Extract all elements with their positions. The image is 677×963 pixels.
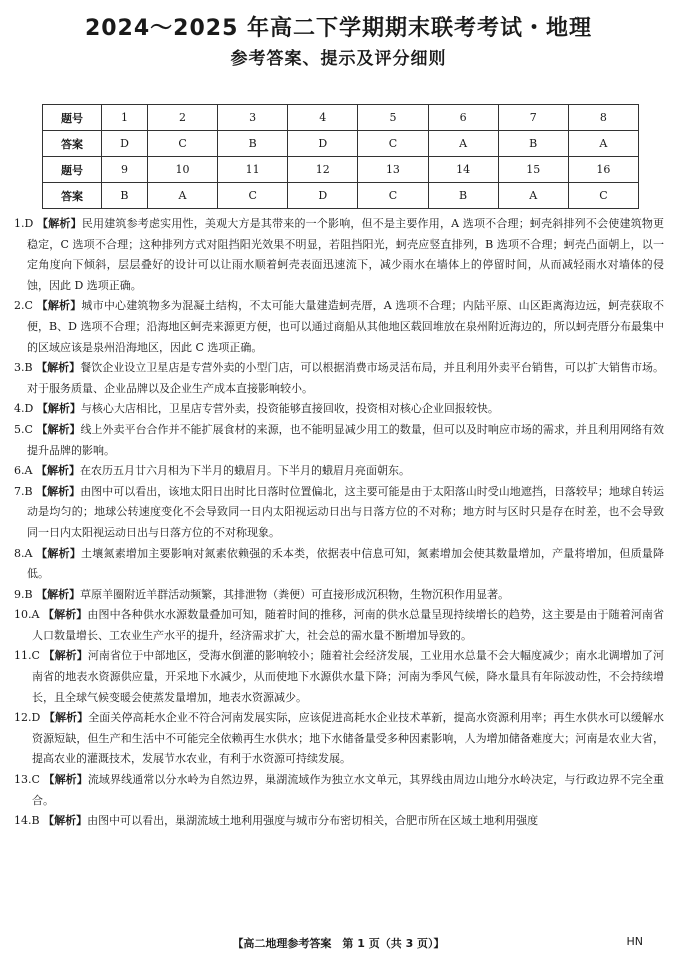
question-answer: 1.D: [14, 217, 34, 230]
answer-table-cell: 3: [218, 105, 288, 131]
explanation-text: 流域界线通常以分水岭为自然边界，巢湖流域作为独立水文单元，其界线由周边山地分水岭决定，与行政边界不完全重合。: [32, 773, 665, 807]
explanation-item: [14, 358, 664, 399]
answer-table-cell: A: [568, 131, 638, 157]
explanation-text: 土壤氮素增加主要影响对氮素依赖强的禾本类，依据表中信息可知，氮素增加会使其数量增加，产量将增加，但质量降低。: [27, 546, 665, 581]
explanation-item: [14, 296, 664, 358]
question-answer: 8.A: [14, 546, 33, 560]
analysis-tag: 【解析】: [36, 299, 82, 313]
answer-table-cell: B: [428, 183, 498, 209]
answer-table-cell: B: [218, 131, 288, 157]
analysis-tag: 【解析】: [36, 546, 82, 560]
answer-table-cell: 7: [498, 105, 568, 131]
answer-table-row-label: 答案: [43, 131, 102, 157]
answer-table-cell: D: [288, 183, 358, 209]
question-answer: 11.C: [14, 649, 40, 663]
question-answer: 9.B: [14, 587, 33, 601]
question-answer: 6.A: [14, 464, 33, 478]
explanation-item: [14, 482, 664, 544]
answer-table-cell: 16: [568, 157, 638, 183]
explanation-text: 线上外卖平台合作并不能扩展食材的来源，也不能明显减少用工的数量，但可以及时响应市场的需求，并且利用网络有效提升品牌的影响。: [27, 422, 665, 457]
answer-table-cell: 1: [102, 105, 148, 131]
answer-table-cell: 10: [147, 157, 217, 183]
analysis-tag: 【解析】: [43, 711, 89, 725]
explanation-item: [14, 811, 664, 832]
page-footer: [0, 935, 677, 955]
analysis-tag: 【解析】: [36, 587, 81, 601]
analysis-tag: 【解析】: [43, 649, 88, 663]
answer-table-cell: 2: [147, 105, 217, 131]
question-answer: 4.D: [14, 402, 34, 416]
analysis-tag: 【解析】: [43, 608, 88, 622]
analysis-tag: 【解析】: [36, 361, 81, 375]
footer-region-code: HN: [626, 935, 643, 948]
analysis-tag: 【解析】: [35, 464, 80, 478]
page-title: 2024～2025 年高二下学期期末联考考试・地理: [84, 16, 593, 41]
answer-table-row: [43, 183, 639, 209]
explanation-item: [14, 708, 664, 770]
answer-table-cell: B: [498, 131, 568, 157]
explanation-item: [14, 605, 664, 646]
explanation-text: 餐饮企业设立卫星店是专营外卖的小型门店，可以根据消费市场灵活布局，并且利用外卖平台销售，可以扩大销售市场。对于服务质量、企业品牌以及企业生产成本直接影响较小。: [27, 361, 665, 395]
answer-table-cell: 11: [218, 157, 288, 183]
answer-table-cell: C: [218, 183, 288, 209]
explanation-text: 由图中可以看出，该地太阳日出时比日落时位置偏北，这主要可能是由于太阳落山时受山地遮挡，日落较早；地球自转运动是均匀的；地球公转速度变化不会导致同一日内太阳视运动日出与日落方位的不对称；地方时与区时只是存在时差，也不会导致同一日内太阳视运动日出与日落方位的不对称现象。: [27, 484, 665, 539]
question-answer: 10.A: [14, 608, 40, 622]
explanation-text: 由图中各种供水水源数量叠加可知，随着时间的推移，河南的供水总量呈现持续增长的趋势，这主要是由于随着河南省人口数量增长、工农业生产水平的提升，经济需求扩大，社会总的需水量不断增加导致的。: [32, 608, 665, 642]
explanation-item: [14, 461, 664, 482]
explanations-list: [14, 214, 664, 832]
question-answer: 7.B: [14, 484, 33, 498]
explanation-item: [14, 585, 664, 606]
explanation-item: [14, 399, 664, 420]
analysis-tag: 【解析】: [37, 217, 82, 230]
answer-table-cell: C: [358, 131, 428, 157]
answer-table-cell: A: [498, 183, 568, 209]
answer-table-cell: A: [428, 131, 498, 157]
question-answer: 2.C: [14, 299, 33, 313]
explanation-text: 全面关停高耗水企业不符合河南发展实际，应该促进高耗水企业技术革新，提高水资源利用率；再生水供水可以缓解水资源短缺，但生产和生活中不可能完全依赖再生水供水；地下水储备量受多种因素影响，人为增加储备难度大；河南是农业大省，提高农业的灌溉技术，发展节水农业，有利于水资源可持续发展。: [32, 711, 665, 766]
answer-table-cell: 13: [358, 157, 428, 183]
answer-table-cell: D: [288, 131, 358, 157]
explanation-text: 民用建筑参考虑实用性，美观大方是其带来的一个影响，但不是主要作用，A 选项不合理；蚵壳斜排列不会使建筑物更稳定，C 选项不合理；这种排列方式对阻挡阳光效果不明显，若阻挡阳光，蚵壳应竖直排列，B 选项不合理；蚵壳凸面朝上，以一定角度向下倾斜，层层叠好的设计可以让雨水顺着蚵壳表面迅速流下，减少雨水在墙体上的停留时间，从而减轻雨水对墙体的侵蚀，因此 D 选项正确。: [27, 217, 665, 292]
answer-table-row: [43, 157, 639, 183]
answer-table-cell: 15: [498, 157, 568, 183]
answer-table-cell: C: [358, 183, 428, 209]
explanation-text: 与核心大店相比，卫星店专营外卖，投资能够直接回收，投资相对核心企业回报较快。: [80, 402, 499, 416]
answer-table-cell: C: [568, 183, 638, 209]
explanation-text: 在农历五月廿六月相为下半月的蛾眉月。下半月的蛾眉月亮面朝东。: [79, 464, 410, 478]
analysis-tag: 【解析】: [36, 484, 81, 498]
answer-table-row: [43, 131, 639, 157]
explanation-item: [14, 420, 664, 461]
analysis-tag: 【解析】: [43, 773, 88, 787]
analysis-tag: 【解析】: [36, 422, 81, 436]
answer-table-cell: 6: [428, 105, 498, 131]
answer-table-cell: 4: [288, 105, 358, 131]
answer-table-row-label: 题号: [43, 105, 102, 131]
question-answer: 13.C: [14, 773, 40, 787]
question-answer: 12.D: [14, 711, 41, 725]
footer-page-info: 【高二地理参考答案 第 1 页（共 3 页）】: [232, 937, 445, 950]
answer-table-cell: 9: [102, 157, 148, 183]
answer-table: [42, 104, 639, 209]
explanation-text: 草原羊圈附近羊群活动频繁，其排泄物（粪便）可直接形成沉积物，生物沉积作用显著。: [80, 587, 510, 601]
explanation-item: [14, 214, 664, 296]
answer-table-cell: A: [147, 183, 217, 209]
answer-table-cell: 14: [428, 157, 498, 183]
explanation-text: 城市中心建筑物多为混凝土结构，不太可能大量建造蚵壳厝，A 选项不合理；内陆平原、山区距离海边远，蚵壳获取不便，B、D 选项不合理；沿海地区蚵壳来源更方便，也可以通过商船从其他地区载回堆放在泉州附近海边的，所以蚵壳厝分布最集中的区域应该是泉州沿海地区，因此 C 选项正确。: [27, 299, 665, 354]
explanation-item: [14, 770, 664, 811]
answer-table-row-label: 答案: [43, 183, 102, 209]
question-answer: 5.C: [14, 422, 33, 436]
analysis-tag: 【解析】: [36, 402, 81, 416]
answer-table-cell: D: [102, 131, 148, 157]
answer-table-cell: 8: [568, 105, 638, 131]
explanation-item: [14, 544, 664, 585]
explanation-text: 由图中可以看出，巢湖流域土地利用强度与城市分布密切相关，合肥市所在区域土地利用强度: [87, 814, 539, 828]
answer-table-cell: C: [147, 131, 217, 157]
answer-table-row-label: 题号: [43, 157, 102, 183]
analysis-tag: 【解析】: [43, 814, 88, 828]
answer-table-cell: 12: [288, 157, 358, 183]
explanation-item: [14, 646, 664, 708]
answer-table-cell: 5: [358, 105, 428, 131]
question-answer: 14.B: [14, 814, 40, 828]
answer-table-row: [43, 105, 639, 131]
answer-table-cell: B: [102, 183, 148, 209]
page-subtitle: 参考答案、提示及评分细则: [230, 49, 447, 69]
question-answer: 3.B: [14, 361, 33, 375]
explanation-text: 河南省位于中部地区，受海水倒灌的影响较小；随着社会经济发展，工业用水总量不会大幅度减少；南水北调增加了河南省的地表水资源供应量，开采地下水减少，从而使地下水源供水量下降；河南为季风气候，降水量具有年际波动性，不会持续增长，且全球气候变暖会使蒸发量增加，地表水资源减少。: [32, 649, 665, 704]
